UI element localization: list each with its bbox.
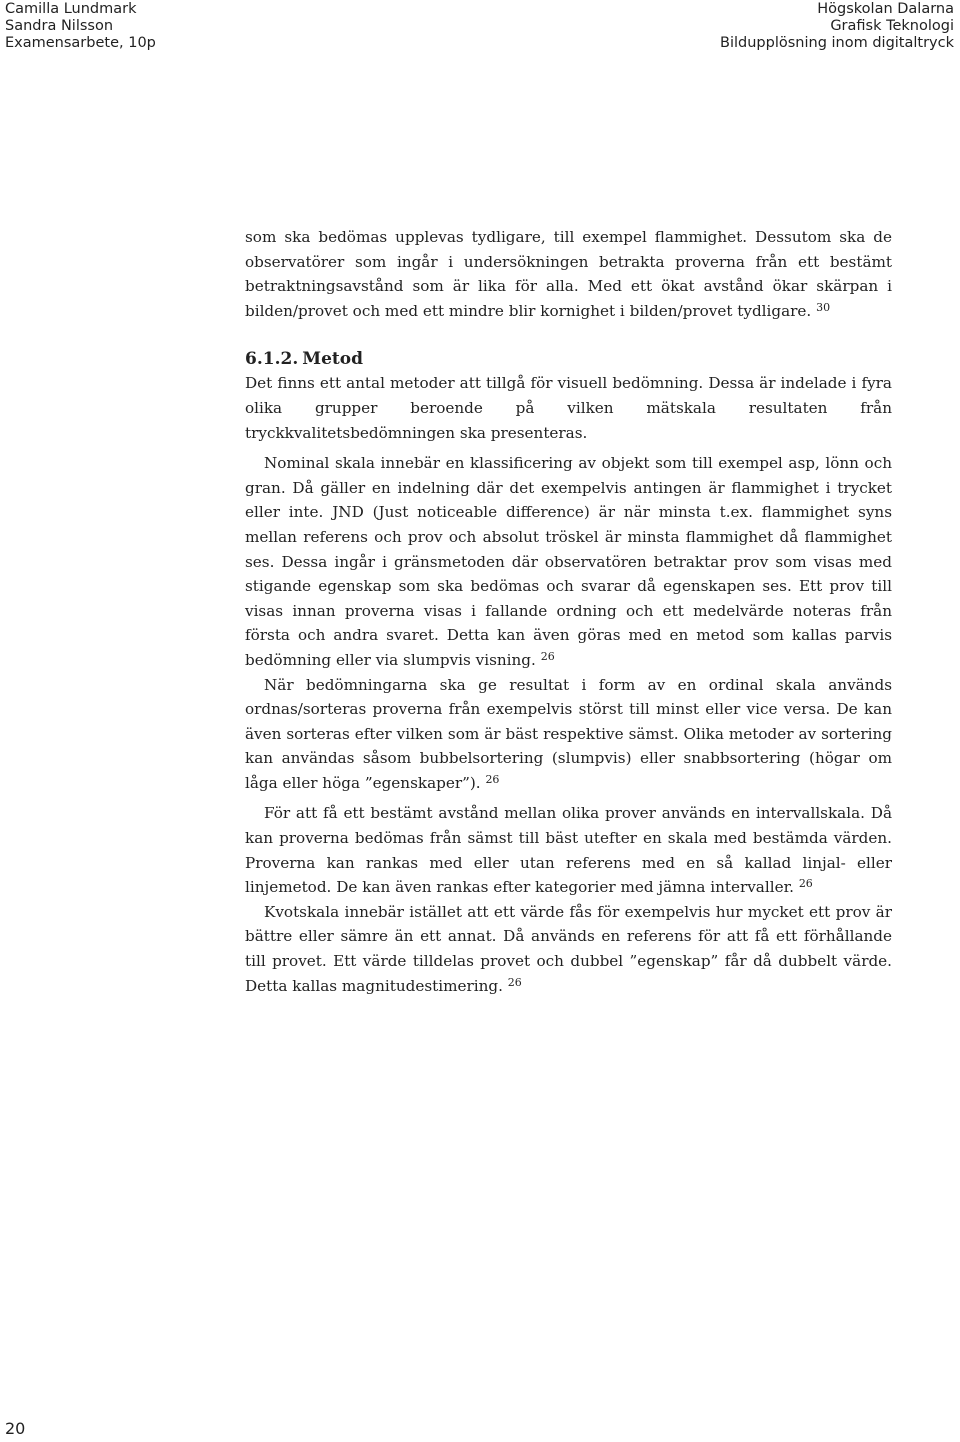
paragraph-ratio-scale [245, 900, 892, 998]
header-author-2: Sandra Nilsson [5, 18, 114, 34]
section-heading [245, 347, 892, 371]
paragraph-methods: Det finns ett antal metoder att tillgå för visuell bedömning. Dessa är indelade i fyra olika grupper beroende på vilken mätskala resultaten från tryckkvalitetsbedömningen ska presenteras. [245, 374, 892, 442]
paragraph-ordinal-scale [245, 673, 892, 796]
reference-marker: 30 [816, 300, 831, 314]
paragraph-intro-text: som ska bedömas upplevas tydligare, till exempel flammighet. Dessutom ska de observatörer som ingår i undersökningen betrakta proverna från ett bestämt betraktningsavstånd som är lika för alla. Med ett ökat avstånd ökar skärpan i bilden/provet och med ett mindre blir kornighet i bilden/provet tydligare. [245, 228, 892, 320]
reference-marker: 26 [798, 877, 813, 891]
header-course: Examensarbete, 10p [5, 35, 156, 51]
header-institution-block [720, 1, 954, 52]
paragraph-ratio-text: Kvotskala innebär istället att ett värde fås för exempelvis hur mycket ett prov är bättre eller sämre än ett annat. Då används en referens för att få ett förhållande till provet. Ett värde tilldelas provet och dubbel ”egenskap” får då dubbelt värde. Detta kallas magnitudestimering. [245, 902, 892, 995]
paragraph-interval-scale [245, 801, 892, 899]
header-author-1: Camilla Lundmark [5, 1, 137, 17]
header-author-block [5, 1, 156, 52]
section-title: Metod [302, 349, 363, 370]
reference-marker: 26 [540, 649, 555, 663]
page-number: 20 [5, 1419, 26, 1438]
header-department: Grafisk Teknologi [830, 18, 954, 34]
reference-marker: 26 [485, 772, 500, 786]
page-body [245, 225, 892, 998]
header-university: Högskolan Dalarna [817, 1, 954, 17]
paragraph-ordinal-text: När bedömningarna ska ge resultat i form av en ordinal skala används ordnas/sorteras proverna från exempelvis störst till minst eller vice versa. De kan även sorteras efter vilken som är bäst respektive sämst. Olika metoder av sortering kan användas såsom bubbelsortering (slumpvis) eller snabbsortering (högar om låga eller höga ”egenskaper”). [245, 675, 892, 792]
paragraph-nominal-text: Nominal skala innebär en klassificering av objekt som till exempel asp, lönn och gran. Då gäller en indelning där det exempelvis antingen är flammighet i trycket eller inte. JND (Just noticeable difference) är när minsta t.ex. flammighet syns mellan referens och prov och absolut tröskel är minsta flammighet då flammighet ses. Dessa ingår i gränsmetoden där observatören betraktar prov som visas med stigande egenskap som ska bedömas och svarar då egenskapen ses. Ett prov till visas innan proverna visas i fallande ordning och ett medelvärde noteras från första och andra svaret. Detta kan även göras med en metod som kallas parvis bedömning eller via slumpvis visning. [245, 454, 892, 669]
paragraph-intro [245, 225, 892, 323]
paragraph-nominal-scale [245, 451, 892, 672]
section-number: 6.1.2. [245, 349, 299, 370]
reference-marker: 26 [507, 975, 522, 989]
paragraph-interval-text: För att få ett bestämt avstånd mellan olika prover används en intervallskala. Då kan proverna bedömas från sämst till bäst utefter en skala med bestämda värden. Proverna kan rankas med eller utan referens med en så kallad linjal- eller linjemetod. De kan även rankas efter kategorier med jämna intervaller. [245, 804, 892, 897]
header-thesis-title: Bildupplösning inom digitaltryck [720, 35, 954, 51]
